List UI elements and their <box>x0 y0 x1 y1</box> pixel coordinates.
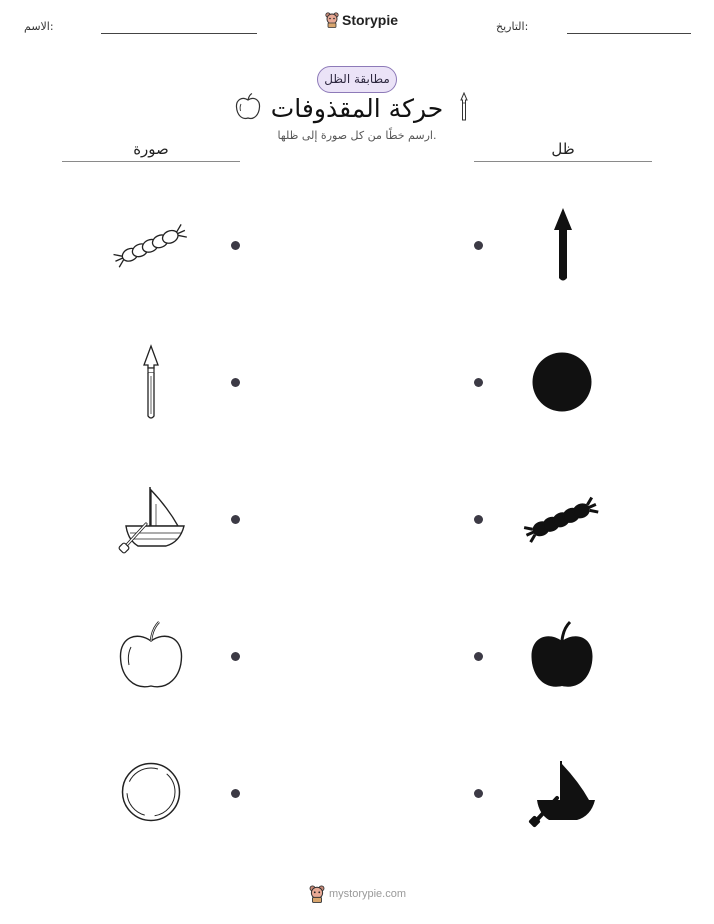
date-line <box>567 33 691 34</box>
bear-icon <box>325 12 339 28</box>
brand-name: Storypie <box>342 12 399 28</box>
shadow-dot-5[interactable] <box>474 789 483 798</box>
picture-dot-1[interactable] <box>231 241 240 250</box>
instruction-text: ارسم خطًا من كل صورة إلى ظلها. <box>277 129 437 142</box>
spear-icon[interactable] <box>138 344 164 422</box>
ball-icon[interactable] <box>120 761 182 823</box>
shadow-dot-4[interactable] <box>474 652 483 661</box>
picture-column-underline <box>62 161 240 162</box>
apple-icon[interactable] <box>117 619 185 693</box>
rope-shadow-icon[interactable] <box>522 492 604 546</box>
name-label: الاسم: <box>24 20 54 33</box>
ball-shadow-icon[interactable] <box>531 351 593 413</box>
worksheet-title: حركة المقذوفات <box>270 94 444 123</box>
bear-icon <box>309 885 325 903</box>
shadow-dot-2[interactable] <box>474 378 483 387</box>
name-line <box>101 33 257 34</box>
activity-tag: مطابقة الظل <box>317 66 397 93</box>
shadow-dot-3[interactable] <box>474 515 483 524</box>
rope-icon[interactable] <box>110 218 194 272</box>
picture-dot-5[interactable] <box>231 789 240 798</box>
date-label: التاريخ: <box>496 20 529 33</box>
shadow-dot-1[interactable] <box>474 241 483 250</box>
apple-shadow-icon[interactable] <box>528 619 596 693</box>
sailboat-icon[interactable] <box>116 484 188 554</box>
spear-shadow-icon[interactable] <box>549 206 577 284</box>
spear-outline-icon <box>458 92 470 122</box>
picture-dot-2[interactable] <box>231 378 240 387</box>
picture-column-header: صورة <box>133 140 169 158</box>
footer-website[interactable]: mystorypie.com <box>329 888 407 900</box>
sailboat-shadow-icon[interactable] <box>527 758 599 828</box>
shadow-column-header: ظل <box>551 140 575 158</box>
picture-dot-3[interactable] <box>231 515 240 524</box>
footer <box>309 885 406 903</box>
brand-logo <box>325 12 398 28</box>
picture-dot-4[interactable] <box>231 652 240 661</box>
shadow-column-underline <box>474 161 652 162</box>
